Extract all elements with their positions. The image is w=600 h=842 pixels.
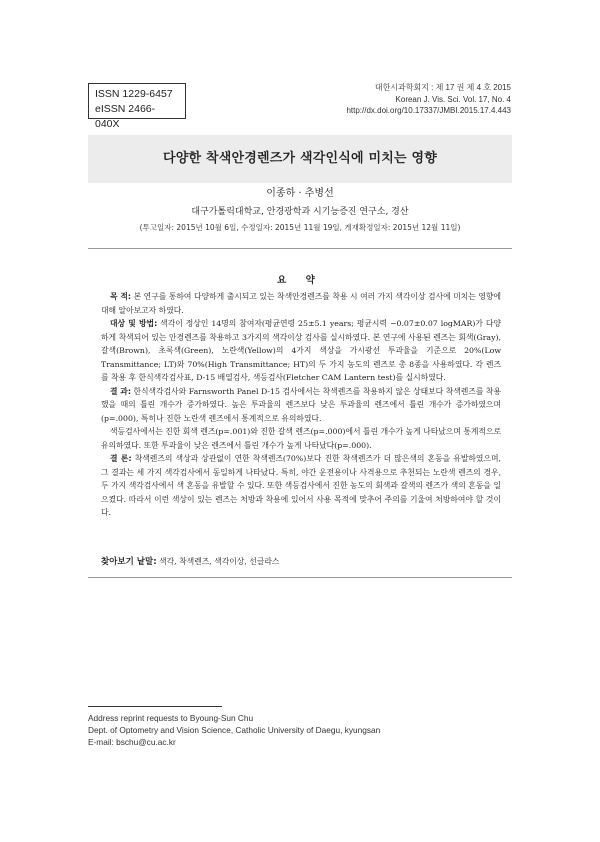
issn-print: ISSN 1229-6457	[95, 88, 173, 100]
footnote	[88, 712, 512, 748]
abstract-heading: 요 약	[277, 275, 323, 286]
abstract-results	[101, 385, 501, 426]
abstract-body	[101, 290, 501, 520]
abstract-methods	[101, 317, 501, 385]
abstract-purpose	[101, 290, 501, 317]
journal-line-korean: 대한시과학회지 : 제 17 권 제 4 호 2015	[374, 83, 511, 92]
results-label: 결 과:	[110, 386, 131, 396]
keywords-label: 찾아보기 낱말:	[101, 557, 157, 567]
journal-info	[251, 82, 511, 117]
methods-text: 색각이 정상인 14명의 참여자(평균연령 25±5.1 years; 평균시력 −0.07±0.07 logMAR)가 다양하게 착색되어 있는 안경렌즈를 착용하고 3가지의 색각이상 검사를 실시하였다. 본 연구에 사용된 렌즈는 회색(Gray), 갈색(Brown), 초록색(Green), 노란색(Yellow)의 4가지 색상을 가시광선 투과율을 기준으로 20%(Low Transmittance; LT)와 70%(High Transmittance; HT)의 두 가지 농도의 렌즈로 총 8종을 사용하였다. 각 렌즈를 착용 후 한식색각검사표, D-15 배열검사, 색등검사(Fletcher CAM Lantern test)를 실시하였다.	[101, 319, 501, 382]
authors: 이종하 · 추병선	[266, 188, 334, 199]
results-text: 한식색각검사와 Farnsworth Panel D-15 검사에서는 착색렌즈를 착용하지 않은 상태보다 착색렌즈를 착용했을 때의 틀린 개수가 증가하였다. 높은 투과율의 렌즈보다 낮은 투과율의 렌즈에서 틀린 개수가 증가하였으며(p=.000), 특히나 진한 노란색 렌즈에서 통계적으로 유의하였다.	[101, 386, 501, 423]
purpose-text: 본 연구를 통하여 다양하게 출시되고 있는 착색안경렌즈를 착용 시 여러 가지 색각이상 검사에 미치는 영향에 대해 알아보고자 하였다.	[101, 292, 501, 315]
issn-box	[88, 83, 186, 130]
keywords	[101, 555, 501, 567]
title-band	[88, 135, 512, 183]
paper-title: 다양한 착색안경렌즈가 색각인식에 미치는 영향	[162, 151, 438, 166]
abstract-conclusion	[101, 452, 501, 520]
affiliation: 대구가톨릭대학교, 안경광학과 시기능증진 연구소, 경산	[191, 207, 409, 217]
footnote-email[interactable]: E-mail: bschu@cu.ac.kr	[88, 737, 176, 747]
issn-electronic: eISSN 2466-040X	[95, 103, 156, 130]
footnote-rule	[88, 706, 222, 707]
keywords-text: 색각, 착색렌즈, 색각이상, 선글라스	[156, 557, 280, 566]
journal-doi-link[interactable]: http://dx.doi.org/10.17337/JMBI.2015.17.4.443	[346, 106, 511, 115]
purpose-label: 목 적:	[110, 292, 131, 301]
methods-label: 대상 및 방법:	[110, 319, 158, 328]
divider-bottom	[88, 577, 512, 578]
abstract-results-continued: 색등검사에서는 진한 회색 렌즈(p=.001)와 진한 갈색 렌즈(p=.000)에서 틀린 개수가 높게 나타났으며 통계적으로 유의하였다. 또한 투과율이 낮은 렌즈에서 틀린 개수가 높게 나타났다(p=.000).	[101, 427, 501, 450]
submission-dates: (투고일자: 2015년 10월 6일, 수정일자: 2015년 11월 19일, 게재확정일자: 2015년 12월 11일)	[139, 223, 461, 232]
divider-top	[88, 248, 512, 249]
journal-line-english: Korean J. Vis. Sci. Vol. 17, No. 4	[395, 94, 511, 104]
footnote-reprint: Address reprint requests to Byoung-Sun Chu	[88, 713, 254, 723]
conclusion-label: 결 론:	[110, 454, 132, 463]
conclusion-text: 착색렌즈의 색상과 상관없이 연한 착색렌즈(70%)보다 진한 착색렌즈가 더 많은색의 혼동을 유발하였으며, 그 결과는 세 가지 색각검사에서 동일하게 나타났다. 특히, 야간 운전용이나 사격용으로 추천되는 노란색 렌즈의 경우, 두 가지 색각검사에서 색 혼동을 유발할 수 있다. 또한 색등검사에서 진한 농도의 회색과 갈색의 렌즈가 색의 혼동을 일으켰다. 따라서 이런 색상이 있는 렌즈는 처방과 착용에 있어서 사용 목적에 맞추어 주의를 기울여 처방하여야 할 것이다.	[101, 454, 501, 517]
footnote-department: Dept. of Optometry and Vision Science, Catholic University of Daegu, kyungsan	[88, 725, 381, 735]
